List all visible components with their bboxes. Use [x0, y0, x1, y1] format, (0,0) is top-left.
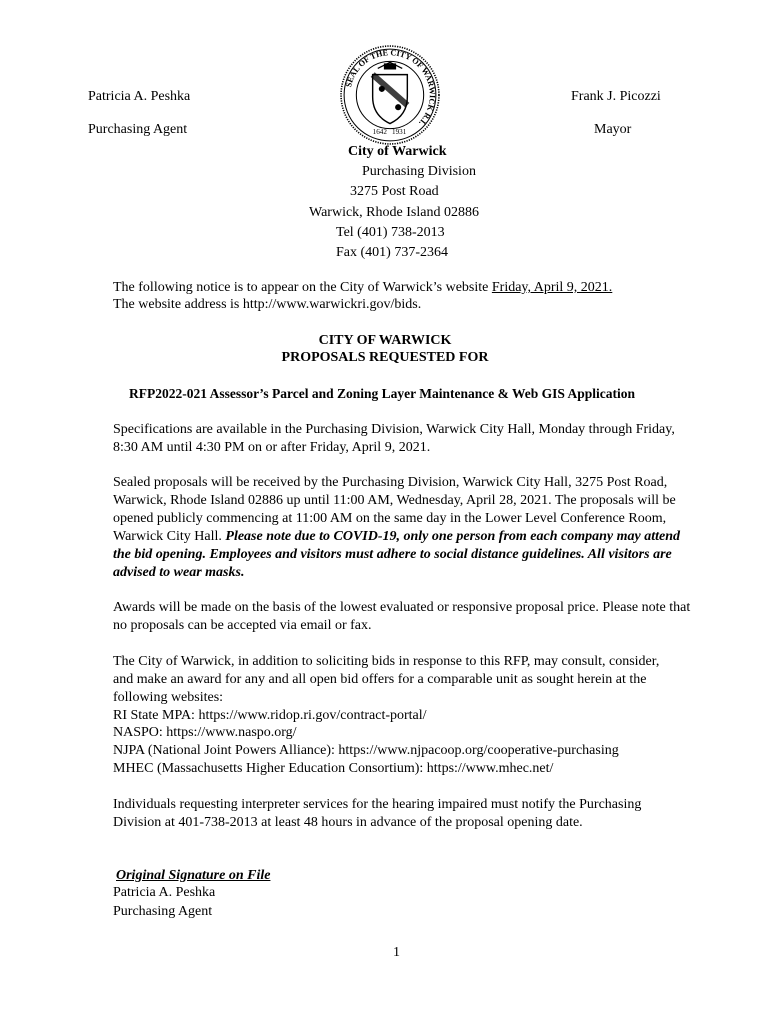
- notice-date: Friday, April 9, 2021.: [491, 280, 613, 295]
- division-name: Purchasing Division: [362, 164, 476, 179]
- website-mhec: MHEC (Massachusetts Higher Education Consortium): https://www.mhec.net/: [113, 761, 554, 776]
- heading-proposals: PROPOSALS REQUESTED FOR: [281, 350, 489, 365]
- website-ri-state-mpa: RI State MPA: https://www.ridop.ri.gov/contract-portal/: [113, 708, 427, 723]
- sealed-proposals-text: Sealed proposals will be received by the Purchasing Division, Warwick City Hall, 3275 Post Road, Warwick, Rhode Island 02886 up until 11:00 AM, Wednesday, April 28, 2021. The proposals will be opened publicly commencing at 11:00 AM on the same day in the Lower Level Conference Room, Warwick City Hall.: [113, 475, 676, 544]
- org-name: City of Warwick: [348, 144, 447, 159]
- awards-paragraph: Awards will be made on the basis of the lowest evaluated or responsive proposal price. Please note that no proposals can be accepted via email or fax.: [113, 600, 691, 633]
- city-seal: [339, 44, 441, 146]
- rfp-title: RFP2022-021 Assessor’s Parcel and Zoning Layer Maintenance & Web GIS Application: [129, 386, 636, 401]
- seal-ring-text: SEAL OF THE CITY OF WARWICK R.I.: [344, 48, 437, 128]
- notice-line-2: The website address is http://www.warwickri.gov/bids.: [113, 297, 422, 312]
- seal-year-left: 1642: [372, 127, 387, 136]
- heading-city: CITY OF WARWICK: [318, 333, 452, 348]
- fax: Fax (401) 737-2364: [336, 245, 448, 260]
- mayor-name: Frank J. Picozzi: [571, 89, 661, 104]
- signature-name: Patricia A. Peshka: [113, 885, 216, 900]
- consult-paragraph: The City of Warwick, in addition to soliciting bids in response to this RFP, may consult, consider, and make an award for any and all open bid offers for a comparable unit as sought herein at the following websites:: [113, 654, 660, 705]
- purchasing-agent-name: Patricia A. Peshka: [88, 89, 191, 104]
- street-address: 3275 Post Road: [350, 184, 439, 199]
- city-state-zip: Warwick, Rhode Island 02886: [309, 205, 479, 220]
- notice-line-1: [113, 279, 612, 297]
- mayor-title: Mayor: [594, 122, 632, 137]
- notice-prefix: The following notice is to appear on the City of Warwick’s website: [113, 280, 492, 295]
- telephone: Tel (401) 738-2013: [336, 225, 445, 240]
- seal-year-right: 1931: [392, 127, 407, 136]
- website-njpa: NJPA (National Joint Powers Alliance): https://www.njpacoop.org/cooperative-purchasing: [113, 743, 619, 758]
- signature-title: Purchasing Agent: [113, 904, 213, 919]
- sealed-proposals-paragraph: [113, 474, 693, 582]
- page-number: 1: [393, 945, 400, 960]
- purchasing-agent-title: Purchasing Agent: [88, 122, 188, 137]
- interpreter-paragraph: Individuals requesting interpreter services for the hearing impaired must notify the Purchasing Division at 401-738-2013 at least 48 hours in advance of the proposal opening date.: [113, 797, 642, 830]
- website-naspo: NASPO: https://www.naspo.org/: [113, 725, 297, 740]
- covid-notice: Please note due to COVID-19, only one person from each company may attend the bid opening. Employees and visitors must adhere to social distance guidelines. All visitors are advised to wear masks.: [113, 529, 680, 580]
- signature-label: Original Signature on File: [116, 868, 271, 883]
- specifications-paragraph: Specifications are available in the Purchasing Division, Warwick City Hall, Monday through Friday, 8:30 AM until 4:30 PM on or after Friday, April 9, 2021.: [113, 422, 675, 455]
